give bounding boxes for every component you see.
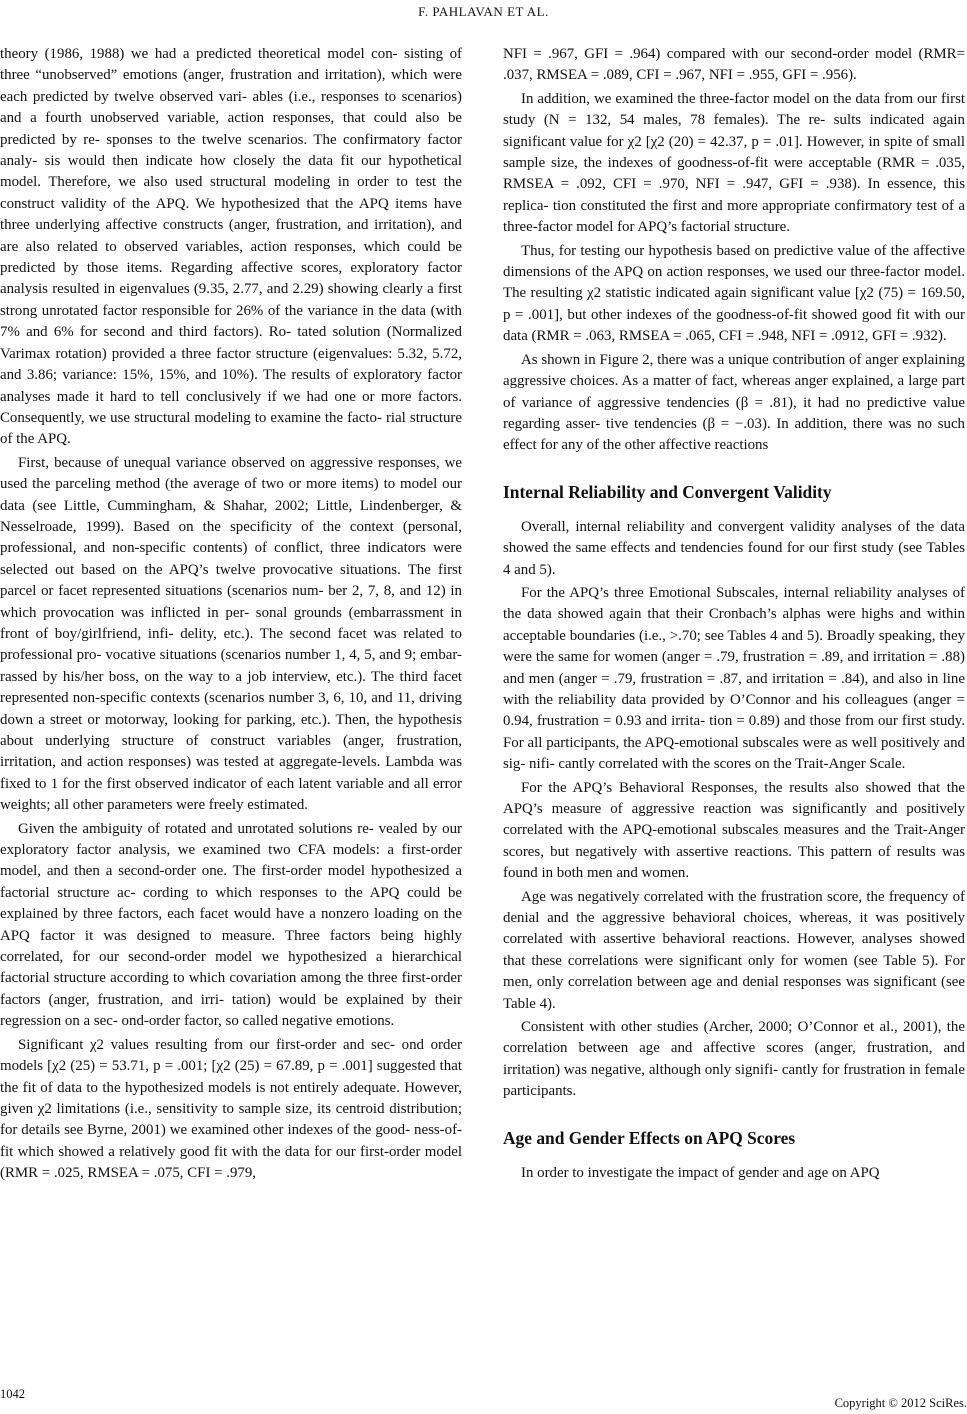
paragraph: As shown in Figure 2, there was a unique contribution of anger explaining aggressive choices. As a matter of fact, whereas anger explained, a large part of variance of aggressive tendencies (β = .81), it had no predictive value regarding asser- tive tendencies (β = −.03). In addition, there was no such effect for any of the other affective reactions: [503, 351, 965, 454]
paragraph: NFI = .967, GFI = .964) compared with our second-order model (RMR= .037, RMSEA = .089, CFI = .967, NFI = .955, GFI = .956).: [503, 46, 965, 84]
paragraph: For the APQ’s Behavioral Responses, the results also showed that the APQ’s measure of aggressive reaction was significantly and positively correlated with the APQ-emotional subscales measures and the Trait-Anger scores, but negatively with assertive reactions. This pattern of results was found in both men and women.: [503, 779, 965, 882]
paragraph: Thus, for testing our hypothesis based on predictive value of the affective dimensions of the APQ on action responses, we used our three-factor model. The resulting χ2 statistic indicated again significant value [χ2 (75) = 169.50, p = .001], but other indexes of the goodness-of-fit showed good fit with our data (RMR = .063, RMSEA = .065, CFI = .948, NFI = .0912, GFI = .932).: [503, 242, 965, 345]
paragraph: Consistent with other studies (Archer, 2000; O’Connor et al., 2001), the correlation between age and affective scores (anger, frustration, and irritation) was negative, although only signifi- cantly for frustration in female participants.: [503, 1019, 965, 1100]
paragraph: Given the ambiguity of rotated and unrotated solutions re- vealed by our exploratory factor analysis, we examined two CFA models: a first-order model, and then a second-order one. The first-order model hypothesized a factorial structure ac- cording to which responses to the APQ could be explained by three factors, each facet would have a nonzero loading on the APQ factor it was designed to measure. Three factors being highly correlated, for our second-order model we hypothesized a hierarchical factorial structure according to which covariation among the three first-order factors (anger, frustration, and irri- tation) would be explained by their regression on a sec- ond-order factor, so called negative emotions.: [0, 820, 462, 1030]
section-heading: Age and Gender Effects on APQ Scores: [503, 1127, 796, 1148]
left-column: [0, 44, 462, 1187]
right-column: [503, 44, 965, 1186]
copyright-notice: Copyright © 2012 SciRes.: [834, 1396, 967, 1410]
paragraph: In addition, we examined the three-factor model on the data from our first study (N = 132, 54 males, 78 females). The re- sults indicated again significant value for χ2 [χ2 (20) = 42.37, p = .01]. However, in spite of small sample size, the indexes of goodness-of-fit were acceptable (RMR = .035, RMSEA = .092, CFI = .970, NFI = .947, GFI = .938). In essence, this replica- tion constituted the first and more appropriate confirmatory test of a three-factor model for APQ’s factorial structure.: [503, 90, 965, 236]
running-head: F. PAHLAVAN ET AL.: [418, 4, 549, 19]
paragraph: Overall, internal reliability and convergent validity analyses of the data showed the same effects and tendencies found for our first study (see Tables 4 and 5).: [503, 518, 965, 578]
section-heading: Internal Reliability and Convergent Validity: [503, 481, 832, 502]
paragraph: First, because of unequal variance observed on aggressive responses, we used the parceling method (the average of two or more items) to model our data (see Little, Cummingham, & Shahar, 2002; Little, Lindenberger, & Nesselroade, 1999). Based on the specificity of the context (personal, professional, and non-specific contents) of conflict, three indicators were selected out based on the APQ’s twelve provocative situations. The first parcel or facet represented situations (scenarios num- ber 2, 7, 8, and 12) in which provocation was inflicted in per- sonal grounds (embarrassment in front of boy/girlfriend, infi- delity, etc.). The second facet was related to professional pro- vocative situations (scenarios number 1, 4, 5, and 9; embar- rassed by his/her boss, on the way to a job interview, etc.). The third facet represented non-specific contexts (scenarios number 3, 6, 10, and 11, driving down a street or motorway, looking for parking, etc.). Then, the hypothesis about underlying structure of construct variables (anger, frustration, irritation, and action responses) was tested at aggregate-levels. Lambda was fixed to 1 for the first observed indicator of each latent variable and all error weights; all other parameters were freely estimated.: [0, 454, 462, 814]
paragraph: In order to investigate the impact of gender and age on APQ: [521, 1164, 880, 1181]
paragraph: Significant χ2 values resulting from our first-order and sec- ond order models [χ2 (25) = 53.71, p = .001; [χ2 (25) = 67.89, p = .001] suggested that the fit of data to the hypothesized models is not entirely adequate. However, given χ2 limitations (i.e., sensitivity to sample size, its centroid distribution; for details see Byrne, 2001) we examined other indexes of the good- ness-of-fit which showed a relatively good fit with the data for our first-order model (RMR = .025, RMSEA = .075, CFI = .979,: [0, 1036, 462, 1182]
paragraph: theory (1986, 1988) we had a predicted theoretical model con- sisting of three “unobserved” emotions (anger, frustration and irritation), which were each predicted by twelve observed vari- ables (i.e., responses to scenarios) and a fourth unobserved variable, action responses, that could also be predicted by re- sponses to the twelve scenarios. The confirmatory factor analy- sis would then indicate how closely the data fit our hypothetical model. Therefore, we also used structural modeling in order to test the construct validity of the APQ. We hypothesized that the APQ items have three underlying affective constructs (anger, frustration, and irritation), and are also related to observed variables, action responses, which could be predicted by those items. Regarding affective scores, exploratory factor analysis resulted in eigenvalues (9.35, 2.77, and 2.29) showing clearly a first strong unrotated factor responsible for 26% of the variance in the data (with 7% and 6% for second and third factors). Ro- tated solution (Normalized Varimax rotation) provided a three factor structure (eigenvalues: 5.32, 5.72, and 3.86; variance: 15%, 15%, and 10%). The results of exploratory factor analyses made it hard to tell conclusively if we had one or more factors. Consequently, we use structural modeling to examine the facto- rial structure of the APQ.: [0, 46, 462, 448]
paragraph: Age was negatively correlated with the frustration score, the frequency of denial and the aggressive behavioral choices, whereas, it was positively correlated with assertive behavioral reactions. However, analyses showed that these correlations were significant only for women (see Table 5). For men, only correlation between age and denial responses was significant (see Table 4).: [503, 888, 965, 1012]
paragraph: For the APQ’s three Emotional Subscales, internal reliability analyses of the data showed again that their Cronbach’s alphas were highs and within acceptable boundaries (i.e., >.70; see Tables 4 and 5). Broadly speaking, they were the same for women (anger = .79, frustration = .89, and irritation = .88) and men (anger = .79, frustration = .87, and irritation = .84), and also in line with the reliability data provided by O’Connor and his colleagues (anger = 0.94, frustration = 0.93 and irrita- tion = 0.89) and those from our first study. For all participants, the APQ-emotional subscales were as well positively and sig- nifi- cantly correlated with the scores on the Trait-Anger Scale.: [503, 584, 965, 773]
page-number: 1042: [0, 1387, 25, 1401]
